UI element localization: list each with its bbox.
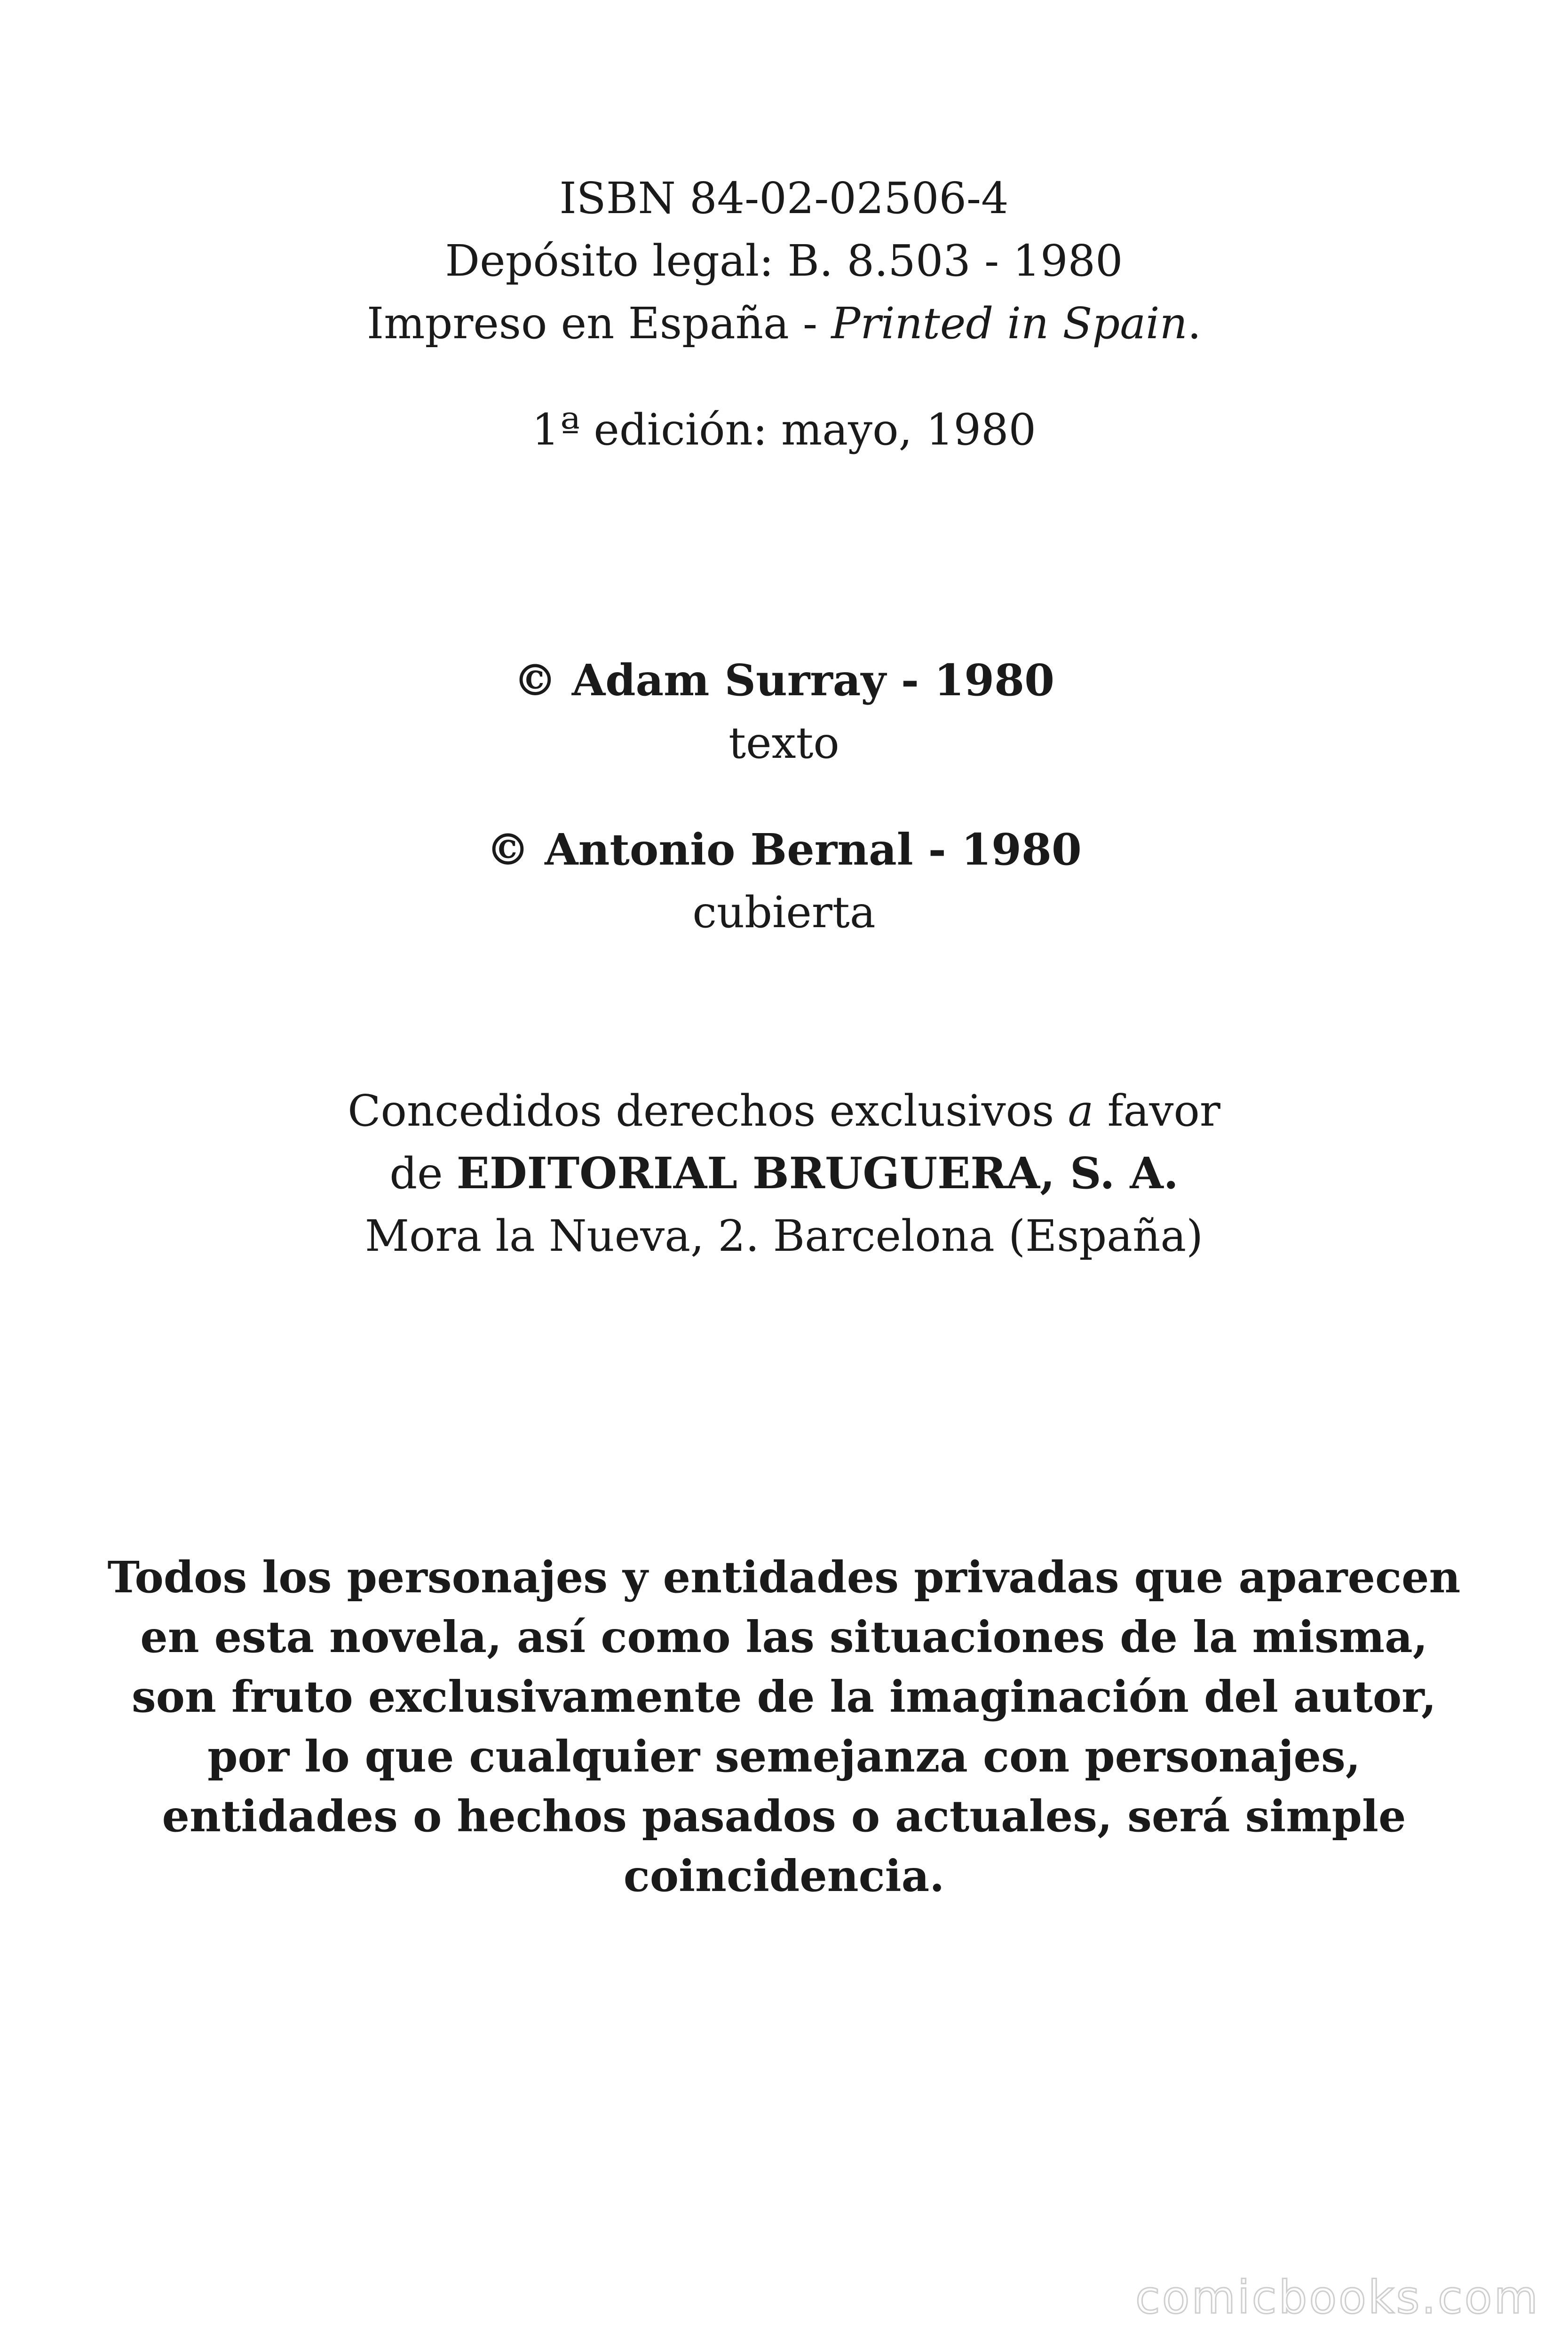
- printed-in-line: [0, 292, 1568, 355]
- edition-line: 1ª edición: mayo, 1980: [531, 405, 1037, 455]
- disclaimer-line: Todos los personajes y entidades privadas que aparecen: [107, 1552, 1461, 1603]
- disclaimer-line: en esta novela, así como las situaciones de la misma,: [140, 1612, 1428, 1662]
- rights-line-2-prefix: de: [389, 1148, 457, 1199]
- isbn-line: ISBN 84-02-02506-4: [559, 173, 1009, 223]
- rights-line-1: [0, 1080, 1568, 1142]
- disclaimer-line: entidades o hechos pasados o actuales, será simple: [162, 1791, 1406, 1842]
- copyright-text-block: [0, 649, 1568, 774]
- publisher-name: EDITORIAL BRUGUERA, S. A.: [456, 1148, 1179, 1199]
- publisher-address: Mora la Nueva, 2. Barcelona (España): [364, 1211, 1204, 1261]
- disclaimer-line: coincidencia.: [623, 1851, 945, 1901]
- rights-line-1-prefix: Concedidos derechos exclusivos: [348, 1086, 1068, 1136]
- deposito-legal-line: Depósito legal: B. 8.503 - 1980: [445, 236, 1123, 286]
- copyright-cover-artist: © Antonio Bernal - 1980: [486, 824, 1082, 875]
- printed-in-suffix: .: [1187, 298, 1202, 349]
- copyright-author: © Adam Surray - 1980: [513, 655, 1055, 706]
- disclaimer-block: [0, 1548, 1568, 1906]
- imprint-block: [0, 167, 1568, 355]
- copyright-cover-block: [0, 818, 1568, 944]
- watermark-logo: comicbooks.com: [1135, 2271, 1540, 2324]
- rights-line-2: [0, 1142, 1568, 1205]
- rights-line-1-suffix: favor: [1093, 1086, 1220, 1136]
- printed-in-italic: Printed in Spain: [831, 298, 1188, 349]
- rights-block: [0, 1080, 1568, 1267]
- copyright-author-role: texto: [729, 718, 839, 768]
- copyright-cover-role: cubierta: [692, 887, 876, 938]
- disclaimer-line: son fruto exclusivamente de la imaginación del autor,: [131, 1671, 1437, 1722]
- rights-line-1-italic: a: [1068, 1086, 1094, 1136]
- edition-block: [0, 398, 1568, 461]
- printed-in-prefix: Impreso en España -: [366, 298, 832, 349]
- disclaimer-line: por lo que cualquier semejanza con personajes,: [207, 1731, 1361, 1782]
